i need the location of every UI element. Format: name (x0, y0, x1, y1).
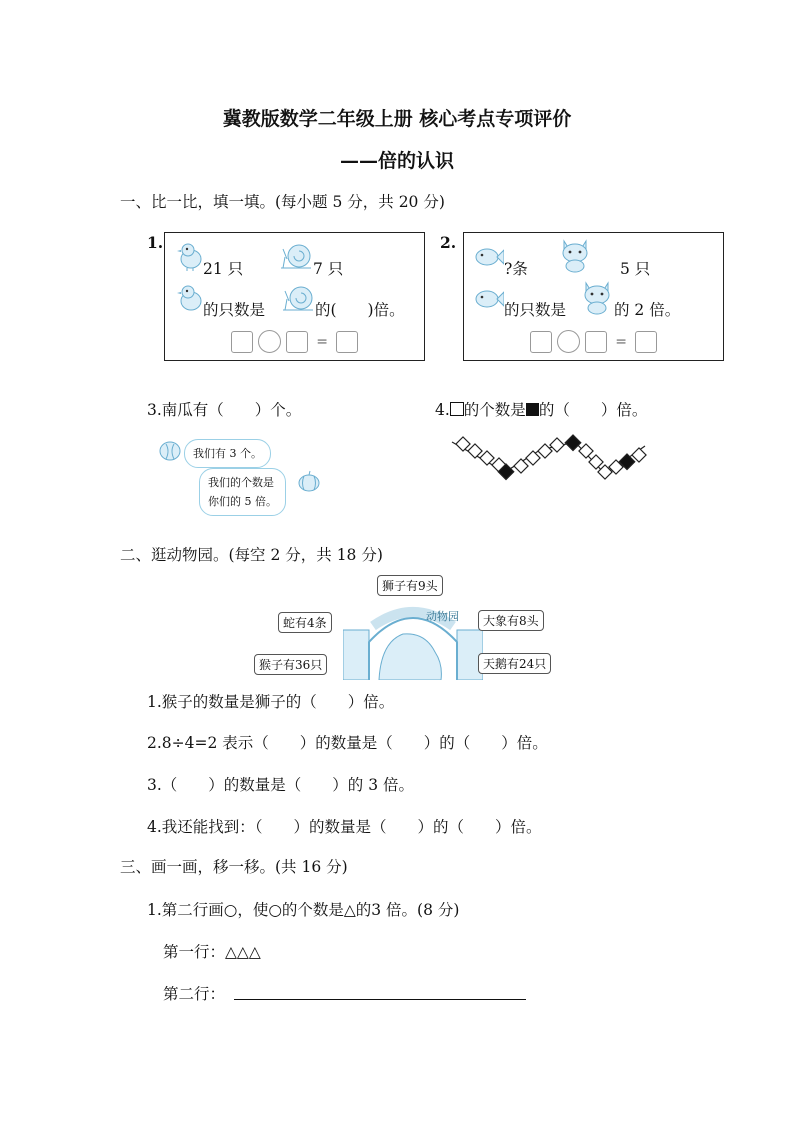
tag-swan: 天鹅有24只 (478, 653, 551, 674)
square-chain-figure (450, 432, 650, 484)
q1-number: 1. (147, 233, 164, 252)
s3-q1: 1.第二行画○，使○的个数是△的3 倍。(8 分) (147, 901, 460, 919)
tag-elephant: 大象有8头 (478, 610, 544, 631)
s2-q1: 1.猴子的数量是狮子的（ ）倍。 (147, 693, 395, 711)
q3-text: 3.南瓜有（ ）个。 (147, 401, 302, 419)
row2-label: 第二行： (163, 985, 226, 1003)
q1-line2-mid: 的只数是 (203, 301, 266, 319)
q2-cat-count: 5 只 (620, 260, 651, 278)
row1-triangles: △△△ (225, 943, 261, 961)
q2-fish-count: ?条 (504, 260, 528, 278)
equals-sign: = (615, 333, 628, 350)
q2-equation (530, 330, 657, 353)
operator-circle[interactable] (258, 330, 281, 353)
s2-q2: 2.8÷4=2 表示（ ）的数量是（ ）的（ ）倍。 (147, 734, 548, 752)
section1-heading: 一、比一比，填一填。(每小题 5 分，共 20 分) (120, 193, 445, 211)
q1-snail-count: 7 只 (313, 260, 344, 278)
row2-answer-line[interactable] (234, 999, 526, 1000)
answer-square[interactable] (530, 331, 552, 353)
black-square-icon (526, 403, 539, 416)
q2-line2-mid: 的只数是 (504, 301, 567, 319)
cat-icon (580, 279, 614, 315)
cat-icon (558, 237, 592, 273)
row1-label: 第一行： (163, 943, 226, 961)
snail-icon (279, 241, 313, 271)
section2-heading: 二、逛动物园。(每空 2 分，共 18 分) (120, 546, 383, 564)
tag-snake: 蛇有4条 (278, 612, 332, 633)
fish-icon (474, 243, 504, 271)
q2-line2-end: 的 2 倍。 (614, 301, 681, 319)
bubble2-line1: 我们的个数是 (208, 476, 274, 489)
garlic-icon (158, 439, 182, 461)
page-title: 冀教版数学二年级上册 核心考点专项评价 (222, 108, 572, 130)
zoo-gate-icon (343, 602, 483, 680)
bird-icon (177, 283, 205, 313)
answer-square[interactable] (286, 331, 308, 353)
answer-square[interactable] (336, 331, 358, 353)
pumpkin-icon (297, 470, 321, 492)
equals-sign: = (316, 333, 329, 350)
page-subtitle: ——倍的认识 (339, 150, 454, 172)
snail-icon (281, 283, 315, 313)
q2-box (463, 232, 724, 361)
s2-q4: 4.我还能找到：（ ）的数量是（ ）的（ ）倍。 (147, 818, 542, 836)
answer-square[interactable] (585, 331, 607, 353)
answer-square[interactable] (231, 331, 253, 353)
gate-sign: 动物园 (426, 610, 459, 623)
q4-part2: 的个数是 (463, 401, 526, 419)
row1 (163, 940, 261, 962)
fish-icon (474, 285, 504, 313)
operator-circle[interactable] (557, 330, 580, 353)
q2-number: 2. (440, 233, 457, 252)
white-square-icon (450, 402, 464, 416)
bubble2-line2: 你们的 5 倍。 (208, 495, 277, 508)
answer-square[interactable] (635, 331, 657, 353)
q4-text (435, 398, 647, 420)
tag-monkey: 猴子有36只 (254, 654, 327, 675)
q4-part1: 4. (435, 401, 450, 419)
speech-bubble-1: 我们有 3 个。 (184, 439, 271, 468)
section3-heading: 三、画一画，移一移。(共 16 分) (120, 858, 348, 876)
q1-box (164, 232, 425, 361)
q1-line2-end: 的( )倍。 (315, 301, 405, 319)
q1-bird-count: 21 只 (203, 260, 244, 278)
speech-bubble-2 (199, 468, 286, 516)
tag-lion: 狮子有9头 (377, 575, 443, 596)
s2-q3: 3.（ ）的数量是（ ）的 3 倍。 (147, 776, 415, 794)
q1-equation (231, 330, 358, 353)
q4-part3: 的（ ）倍。 (538, 401, 648, 419)
zoo-illustration (250, 572, 580, 680)
bird-icon (177, 241, 205, 271)
